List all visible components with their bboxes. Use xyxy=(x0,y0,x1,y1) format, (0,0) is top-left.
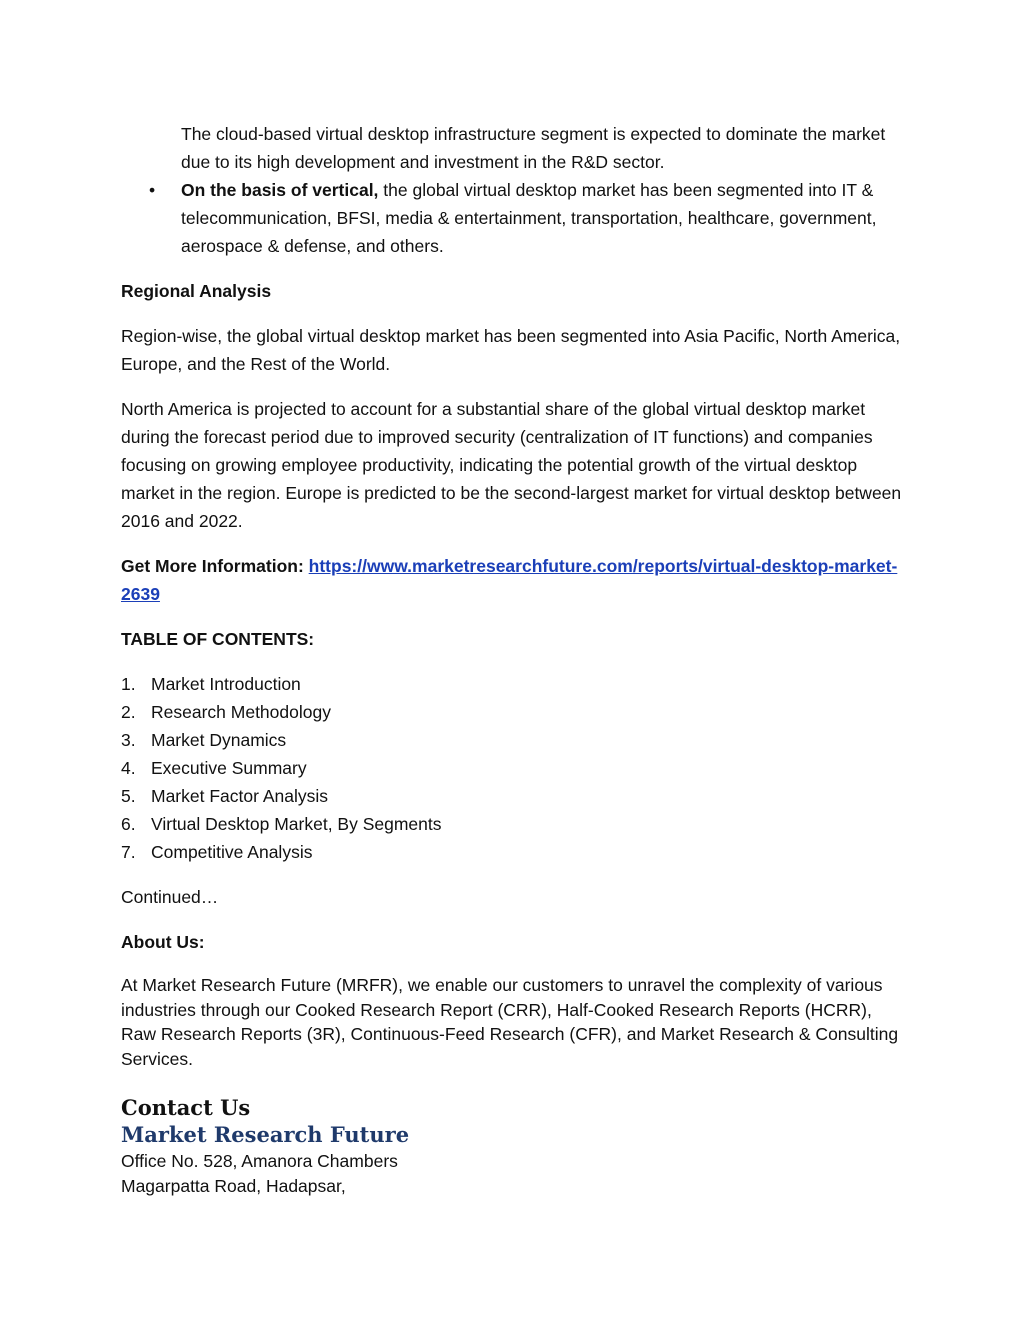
more-info-label: Get More Information: xyxy=(121,556,304,576)
regional-paragraph-2: North America is projected to account for a substantial share of the global virtual desktop market during the forecast period due to improved security (centralization of IT functions) and companies focusing on growing employee productivity, indicating the potential growth of the virtual desktop market in the region. Europe is predicted to be the second-largest market for virtual desktop between 2016 and 2022. xyxy=(121,399,902,531)
toc-item xyxy=(121,698,906,726)
about-heading: About Us: xyxy=(121,932,205,952)
toc-item-label: Market Dynamics xyxy=(151,730,287,750)
more-info-line xyxy=(121,552,906,608)
toc-item-number: 4. xyxy=(121,758,136,778)
toc-item xyxy=(121,670,906,698)
toc-continued: Continued… xyxy=(121,887,219,907)
toc-item xyxy=(121,726,906,754)
document-page xyxy=(121,120,906,1199)
company-name: Market Research Future xyxy=(121,1122,410,1147)
toc-item xyxy=(121,754,906,782)
toc-item-number: 2. xyxy=(121,702,136,722)
vertical-bullet-item xyxy=(121,176,906,260)
bullet-text: the global virtual desktop market has been segmented into IT & telecommunication, BFSI, media & entertainment, transportation, healthcare, government, aerospace & defense, and others. xyxy=(181,180,877,256)
segment-continuation-text: The cloud-based virtual desktop infrastructure segment is expected to dominate the market due to its high development and investment in the R&D sector. xyxy=(181,124,886,172)
toc-list xyxy=(121,670,906,866)
toc-item-number: 6. xyxy=(121,814,136,834)
toc-item-label: Competitive Analysis xyxy=(151,842,313,862)
toc-item-number: 3. xyxy=(121,730,136,750)
bullet-icon: • xyxy=(149,180,156,200)
address-line-2: Magarpatta Road, Hadapsar, xyxy=(121,1176,346,1196)
about-text: At Market Research Future (MRFR), we enable our customers to unravel the complexity of various industries through our Cooked Research Report (CRR), Half-Cooked Research Reports (HCRR), Raw Research Reports (3R), Continuous-Feed Research (CFR), and Market Research & Consulting Services. xyxy=(121,975,899,1069)
toc-item-label: Virtual Desktop Market, By Segments xyxy=(151,814,442,834)
regional-paragraph-1: Region-wise, the global virtual desktop market has been segmented into Asia Pacific, North America, Europe, and the Rest of the World. xyxy=(121,326,901,374)
toc-item-label: Market Introduction xyxy=(151,674,301,694)
toc-item-label: Market Factor Analysis xyxy=(151,786,328,806)
regional-analysis-heading: Regional Analysis xyxy=(121,281,272,301)
toc-item xyxy=(121,782,906,810)
bullet-bold-lead: On the basis of vertical, xyxy=(181,180,379,200)
toc-item xyxy=(121,810,906,838)
address-line-1: Office No. 528, Amanora Chambers xyxy=(121,1151,398,1171)
toc-item xyxy=(121,838,906,866)
toc-heading: TABLE OF CONTENTS: xyxy=(121,629,315,649)
toc-item-number: 5. xyxy=(121,786,136,806)
toc-item-label: Research Methodology xyxy=(151,702,331,722)
toc-item-number: 7. xyxy=(121,842,136,862)
report-link[interactable]: https://www.marketresearchfuture.com/reports/virtual-desktop-market-2639 xyxy=(121,556,898,604)
toc-item-number: 1. xyxy=(121,674,136,694)
toc-item-label: Executive Summary xyxy=(151,758,307,778)
contact-title: Contact Us xyxy=(121,1095,251,1120)
